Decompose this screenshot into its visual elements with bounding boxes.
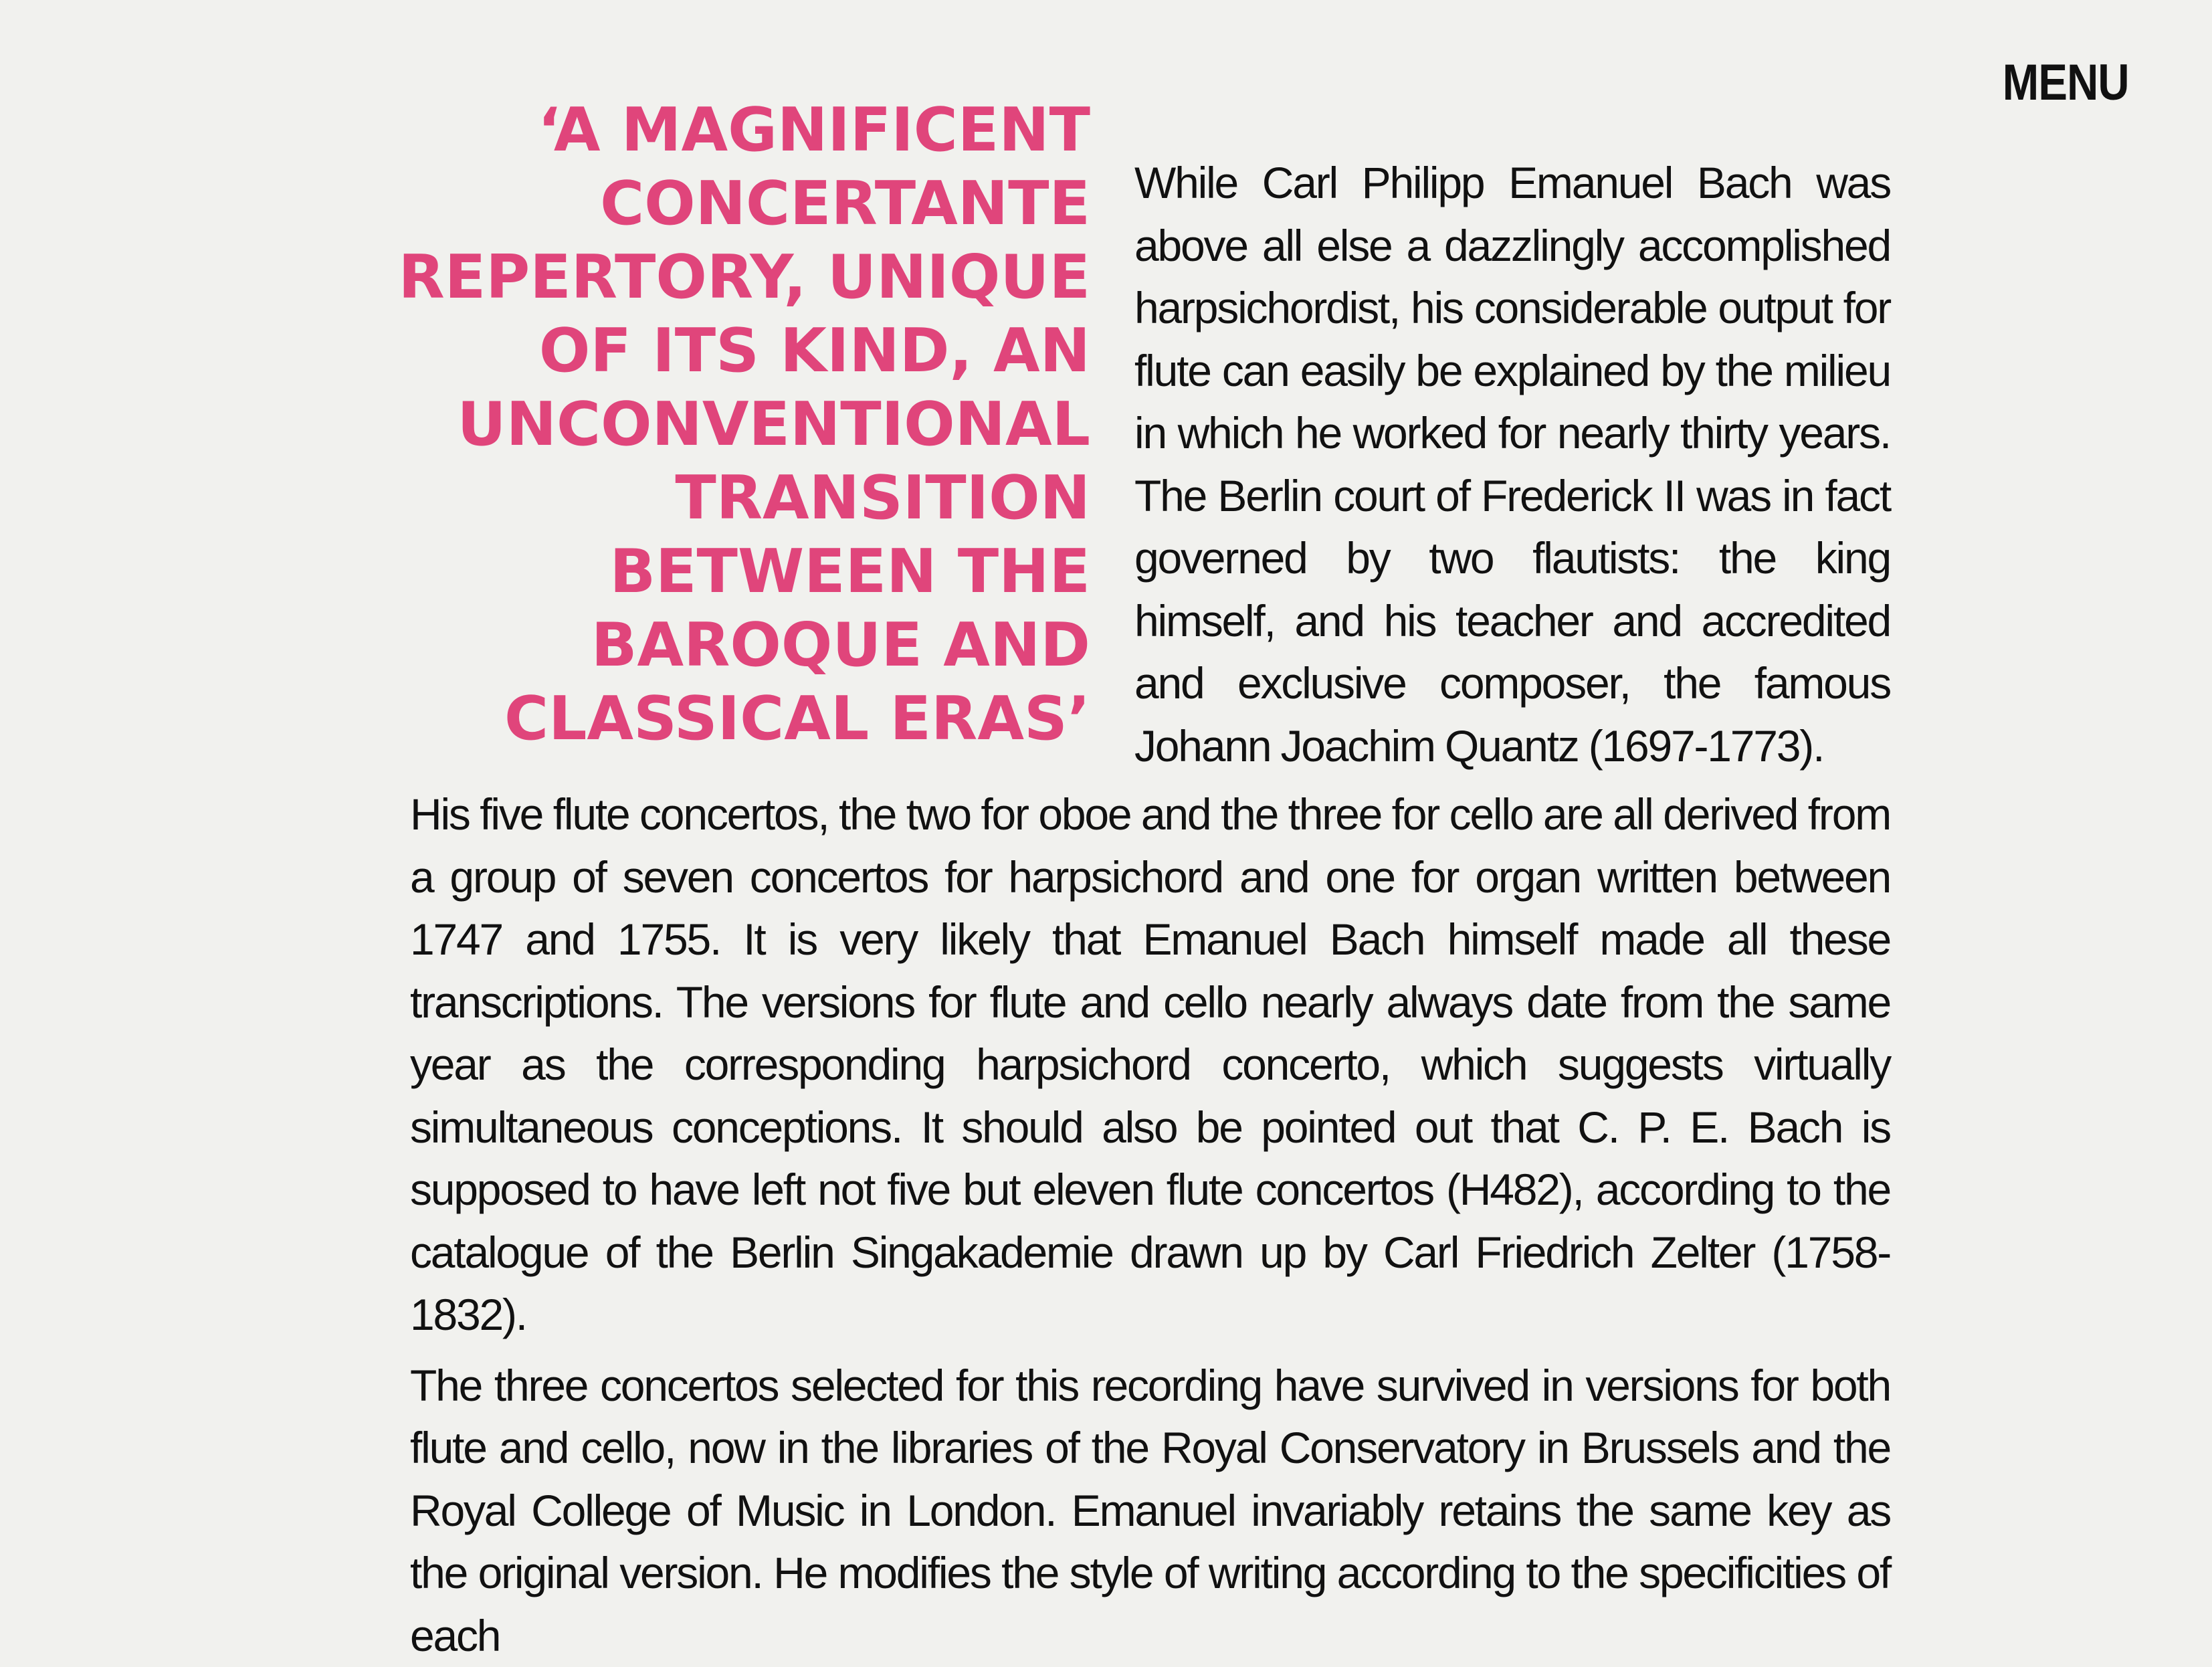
intro-paragraph: While Carl Philipp Emanuel Bach was above all else a dazzlingly accomplished harpsichordist, his considerable output for flute can easily be explained by the milieu in which he worked for nearly thirty years. The Berlin court of Frederick II was in fact governed by two flautists: the king himself, and his teacher and accredited and exclusive composer, the famous Johann Joachim Quantz (1697-1773). [1134,152,1890,777]
pull-quote-line: CONCERTANTE [334,167,1090,241]
pull-quote-line: ‘A MAGNIFICENT [334,94,1090,167]
article-body [410,783,1890,1667]
pull-quote-line: BAROQUE AND [334,609,1090,682]
pull-quote-line: CLASSICAL ERAS’ [334,682,1090,756]
pull-quote-line: BETWEEN THE [334,535,1090,609]
pull-quote-line: REPERTORY, UNIQUE [334,241,1090,314]
pull-quote-line: OF ITS KIND, AN [334,314,1090,388]
pull-quote [334,94,1090,756]
pull-quote-line: UNCONVENTIONAL [334,388,1090,462]
menu-button[interactable]: MENU [2003,58,2129,108]
pull-quote-line: TRANSITION [334,462,1090,535]
article-paragraph: The three concertos selected for this recording have survived in versions for both flute and cello, now in the libraries of the Royal Conservatory in Brussels and the Royal College of Music in London. Emanuel invariably retains the same key as the original version. He modifies the style of writing according to the specificities of each [410,1355,1890,1667]
intro-column [1134,152,1890,777]
article-paragraph: His five flute concertos, the two for oboe and the three for cello are all derived from a group of seven concertos for harpsichord and one for organ written between 1747 and 1755. It is very likely that Emanuel Bach himself made all these transcriptions. The versions for flute and cello nearly always date from the same year as the corresponding harpsichord concerto, which suggests virtually simultaneous conceptions. It should also be pointed out that C. P. E. Bach is supposed to have left not five but eleven flute concertos (H482), according to the catalogue of the Berlin Singakademie drawn up by Carl Friedrich Zelter (1758-1832). [410,783,1890,1347]
